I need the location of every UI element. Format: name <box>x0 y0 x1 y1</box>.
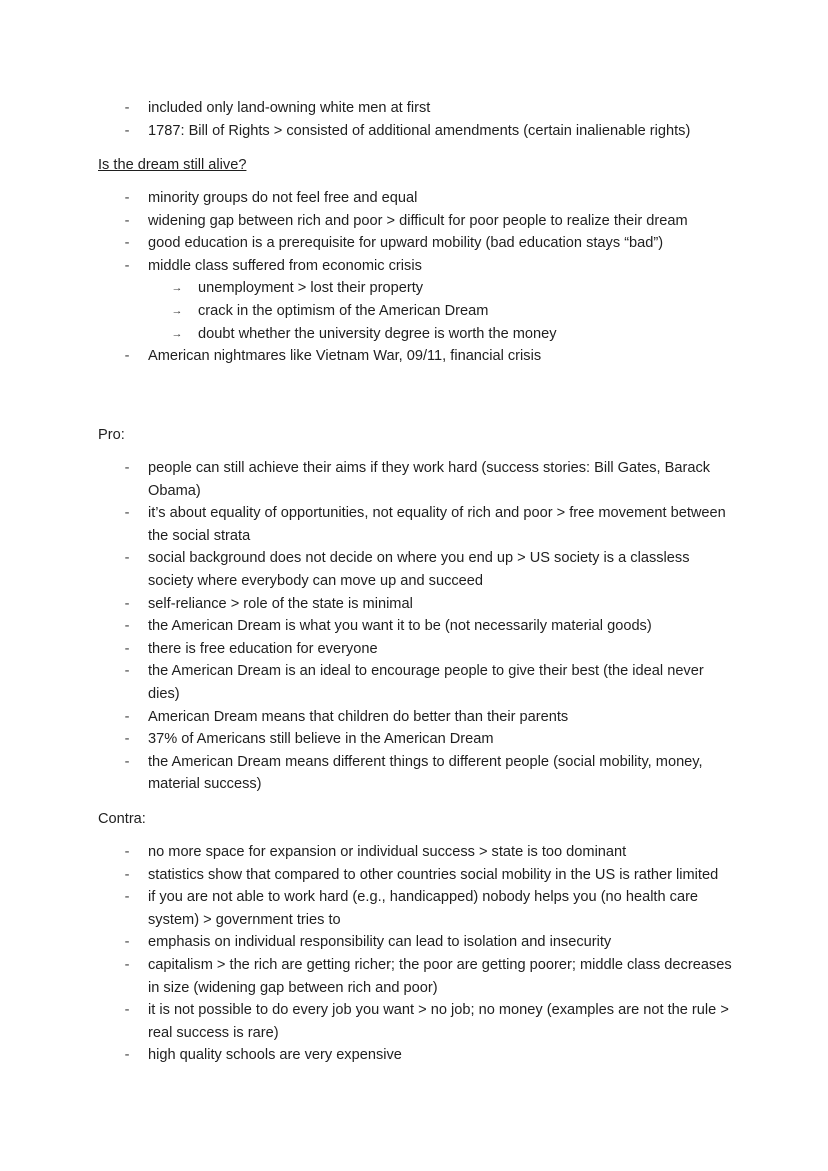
list-item <box>0 120 828 143</box>
list-item <box>0 841 828 864</box>
sublist-item <box>0 277 828 300</box>
dream-list-continued <box>0 345 828 368</box>
dash-bullet: - <box>124 100 130 116</box>
list-item <box>0 457 828 502</box>
dash-bullet: - <box>124 753 130 770</box>
list-item <box>0 886 828 931</box>
dream-sublist <box>0 277 828 345</box>
list-item-text: the American Dream is what you want it to be (not necessarily material goods) <box>148 618 652 635</box>
list-item-text: 37% of Americans still believe in the American Dream <box>148 731 494 748</box>
list-item-text: social background does not decide on where you end up > US society is a classless society where everybody can move up and succeed <box>148 550 690 589</box>
dash-bullet: - <box>124 257 130 274</box>
dash-bullet: - <box>124 640 130 657</box>
dash-bullet: - <box>124 348 130 365</box>
list-item-text: capitalism > the rich are getting richer; the poor are getting poorer; middle class decreases in size (widening gap between rich and poor) <box>148 956 732 996</box>
sublist-item-text: doubt whether the university degree is worth the money <box>198 325 557 342</box>
list-item-text: if you are not able to work hard (e.g., handicapped) nobody helps you (no health care system) > government tries to <box>148 889 699 928</box>
list-item-text: self-reliance > role of the state is minimal <box>148 595 413 612</box>
pro-list <box>0 457 828 796</box>
list-item <box>0 210 828 233</box>
dash-bullet: - <box>124 866 130 883</box>
intro-section <box>0 97 828 142</box>
list-item-text: emphasis on individual responsibility can lead to isolation and insecurity <box>148 934 612 951</box>
list-item-text: it is not possible to do every job you want > no job; no money (examples are not the rule > real success is rare) <box>148 1002 729 1041</box>
arrow-bullet-icon: → <box>171 304 183 317</box>
sublist-item <box>0 323 828 346</box>
sublist-item-text: unemployment > lost their property <box>198 280 424 297</box>
list-item-text: there is free education for everyone <box>148 640 378 657</box>
list-item-text: the American Dream means different things to different people (social mobility, money, material success) <box>148 753 703 793</box>
list-item <box>0 931 828 954</box>
pro-section <box>0 457 828 796</box>
arrow-bullet-icon: → <box>171 282 183 295</box>
contra-list <box>0 841 828 1067</box>
dash-bullet: - <box>124 505 130 522</box>
list-item-text: good education is a prerequisite for upward mobility (bad education stays “bad”) <box>148 235 664 252</box>
list-item <box>0 864 828 887</box>
dash-bullet: - <box>124 190 130 206</box>
list-item <box>0 706 828 729</box>
sublist-item <box>0 300 828 323</box>
contra-section <box>0 841 828 1067</box>
list-item <box>0 255 828 278</box>
dash-bullet: - <box>124 212 130 229</box>
list-item-text: statistics show that compared to other countries social mobility in the US is rather limited <box>148 866 719 883</box>
list-item-text: the American Dream is an ideal to encourage people to give their best (the ideal never dies) <box>148 663 704 702</box>
list-item <box>0 728 828 751</box>
list-item <box>0 999 828 1044</box>
contra-heading: Contra: <box>98 811 146 827</box>
list-item-text: American Dream means that children do better than their parents <box>148 708 569 725</box>
dash-bullet: - <box>124 235 130 252</box>
dash-bullet: - <box>124 460 130 476</box>
list-item <box>0 660 828 705</box>
list-item <box>0 593 828 616</box>
list-item-text: no more space for expansion or individual success > state is too dominant <box>148 844 627 860</box>
list-item-text: high quality schools are very expensive <box>148 1047 402 1064</box>
list-item <box>0 97 828 120</box>
dream-heading: Is the dream still alive? <box>98 157 247 173</box>
arrow-bullet-icon: → <box>171 327 183 340</box>
dash-bullet: - <box>124 663 130 680</box>
dash-bullet: - <box>124 889 130 906</box>
list-item-text: widening gap between rich and poor > difficult for poor people to realize their dream <box>148 212 688 229</box>
dream-section <box>0 187 828 368</box>
dream-list <box>0 187 828 277</box>
list-item <box>0 232 828 255</box>
dash-bullet: - <box>124 934 130 951</box>
list-item <box>0 751 828 796</box>
dash-bullet: - <box>124 595 130 612</box>
dash-bullet: - <box>124 618 130 635</box>
list-item <box>0 638 828 661</box>
sublist-item-text: crack in the optimism of the American Dream <box>198 302 489 319</box>
pro-heading: Pro: <box>98 427 125 443</box>
list-item <box>0 615 828 638</box>
list-item-text: people can still achieve their aims if they work hard (success stories: Bill Gates, Barack Obama) <box>148 460 711 499</box>
list-item <box>0 1044 828 1067</box>
dash-bullet: - <box>124 844 130 860</box>
intro-list <box>0 97 828 142</box>
list-item-text: included only land-owning white men at first <box>148 100 431 116</box>
list-item-text: it’s about equality of opportunities, not equality of rich and poor > free movement between the social strata <box>148 505 726 544</box>
list-item <box>0 954 828 999</box>
dash-bullet: - <box>124 708 130 725</box>
list-item-text: 1787: Bill of Rights > consisted of additional amendments (certain inalienable rights) <box>148 122 691 139</box>
list-item <box>0 187 828 210</box>
dash-bullet: - <box>124 550 130 567</box>
list-item <box>0 502 828 547</box>
dash-bullet: - <box>124 1047 130 1064</box>
list-item-text: minority groups do not feel free and equal <box>148 190 418 206</box>
dash-bullet: - <box>124 122 130 139</box>
list-item <box>0 345 828 368</box>
list-item <box>0 547 828 592</box>
dash-bullet: - <box>124 1002 130 1019</box>
dash-bullet: - <box>124 731 130 748</box>
list-item-text: middle class suffered from economic crisis <box>148 257 422 274</box>
list-item-text: American nightmares like Vietnam War, 09/11, financial crisis <box>148 348 542 365</box>
dash-bullet: - <box>124 956 130 973</box>
